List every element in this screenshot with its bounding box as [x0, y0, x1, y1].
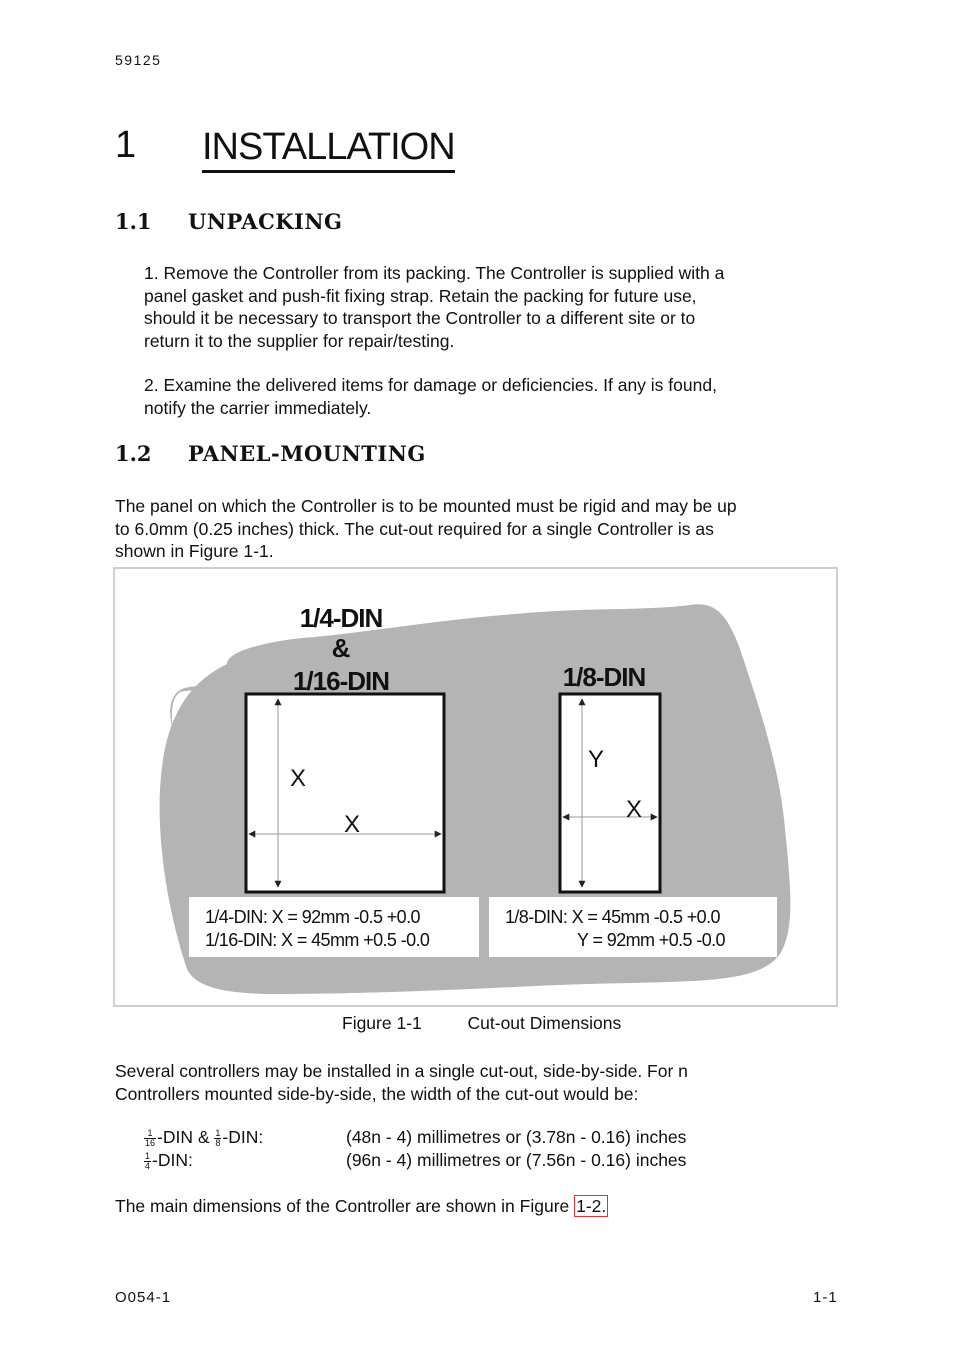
panel-mounting-intro	[115, 495, 845, 563]
left-dims-line-2: 1/16-DIN: X = 45mm +0.5 -0.0	[205, 930, 430, 950]
text-line: to 6.0mm (0.25 inches) thick. The cut-out required for a single Controller is as	[115, 518, 714, 539]
left-title-line-1: 1/4-DIN	[299, 603, 383, 633]
cutout-diagram	[115, 569, 836, 1005]
fraction: $\frac{1}{8}$	[215, 1127, 221, 1148]
text-line: 1. Remove the Controller from its packing. The Controller is supplied with a	[144, 263, 725, 283]
fraction: $\frac{1}{4}$	[145, 1150, 151, 1171]
formula-label-quarter: $\frac{1}{4}$ -DIN:	[145, 1150, 193, 1171]
cutout-eighth-din	[560, 694, 660, 892]
text-line: Controllers mounted side-by-side, the width of the cut-out would be:	[115, 1083, 639, 1104]
left-vertical-label: X	[290, 765, 307, 792]
footer-page-number: 1-1	[813, 1289, 838, 1306]
text-line: The panel on which the Controller is to be mounted must be rigid and may be up	[115, 496, 737, 516]
document-number: 59125	[115, 52, 162, 68]
section-number-unpacking: 1.1	[115, 209, 152, 234]
formula-value-quarter: (96n - 4) millimetres or (7.56n - 0.16) inches	[346, 1150, 687, 1170]
text-line: Several controllers may be installed in a single cut-out, side-by-side. For n	[115, 1061, 688, 1081]
text-line: notify the carrier immediately.	[144, 397, 372, 418]
caption-number: Figure 1-1	[342, 1013, 422, 1033]
chapter-number: 1	[115, 124, 137, 166]
figure-reference-link[interactable]: 1-2.	[576, 1196, 607, 1216]
closing-paragraph	[115, 1195, 845, 1218]
formula-label-sixteenth-eighth: $\frac{1}{16}$ -DIN & $\frac{1}{8}$ -DIN:	[145, 1127, 264, 1148]
left-title-line-2: &	[331, 633, 351, 663]
footer-document-code: O054-1	[115, 1289, 172, 1306]
text-line: shown in Figure 1-1.	[115, 541, 274, 561]
left-title-line-3: 1/16-DIN	[292, 666, 390, 696]
right-horizontal-label: X	[626, 796, 643, 823]
right-dims-line-1: 1/8-DIN: X = 45mm -0.5 +0.0	[505, 907, 720, 927]
unpacking-step-1	[144, 262, 824, 352]
fraction: $\frac{1}{16}$	[145, 1127, 156, 1148]
text-line: return it to the supplier for repair/testing.	[144, 330, 455, 351]
left-horizontal-label: X	[344, 811, 361, 838]
right-title: 1/8-DIN	[562, 662, 646, 692]
right-dims-line-2: Y = 92mm +0.5 -0.0	[577, 930, 725, 950]
unpacking-step-2	[144, 374, 824, 419]
figure-caption	[342, 1013, 621, 1034]
closing-text: The main dimensions of the Controller are shown in Figure	[115, 1196, 575, 1216]
side-by-side-paragraph	[115, 1060, 845, 1105]
section-title-panel-mounting: PANEL-MOUNTING	[188, 441, 426, 466]
formula-value-sixteenth-eighth: (48n - 4) millimetres or (3.78n - 0.16) inches	[346, 1127, 687, 1147]
cutout-quarter-din	[246, 694, 444, 892]
left-dims-line-1: 1/4-DIN: X = 92mm -0.5 +0.0	[205, 907, 420, 927]
section-number-panel-mounting: 1.2	[115, 441, 152, 466]
text-line: should it be necessary to transport the Controller to a different site or to	[144, 308, 696, 328]
section-title-unpacking: UNPACKING	[188, 209, 343, 234]
chapter-title: INSTALLATION	[202, 124, 455, 173]
text-line: panel gasket and push-fit fixing strap. Retain the packing for future use,	[144, 285, 697, 306]
cutout-figure	[113, 567, 838, 1007]
right-vertical-label: Y	[588, 746, 605, 773]
caption-title: Cut-out Dimensions	[467, 1013, 622, 1033]
text-line: 2. Examine the delivered items for damage or deficiencies. If any is found,	[144, 375, 717, 395]
